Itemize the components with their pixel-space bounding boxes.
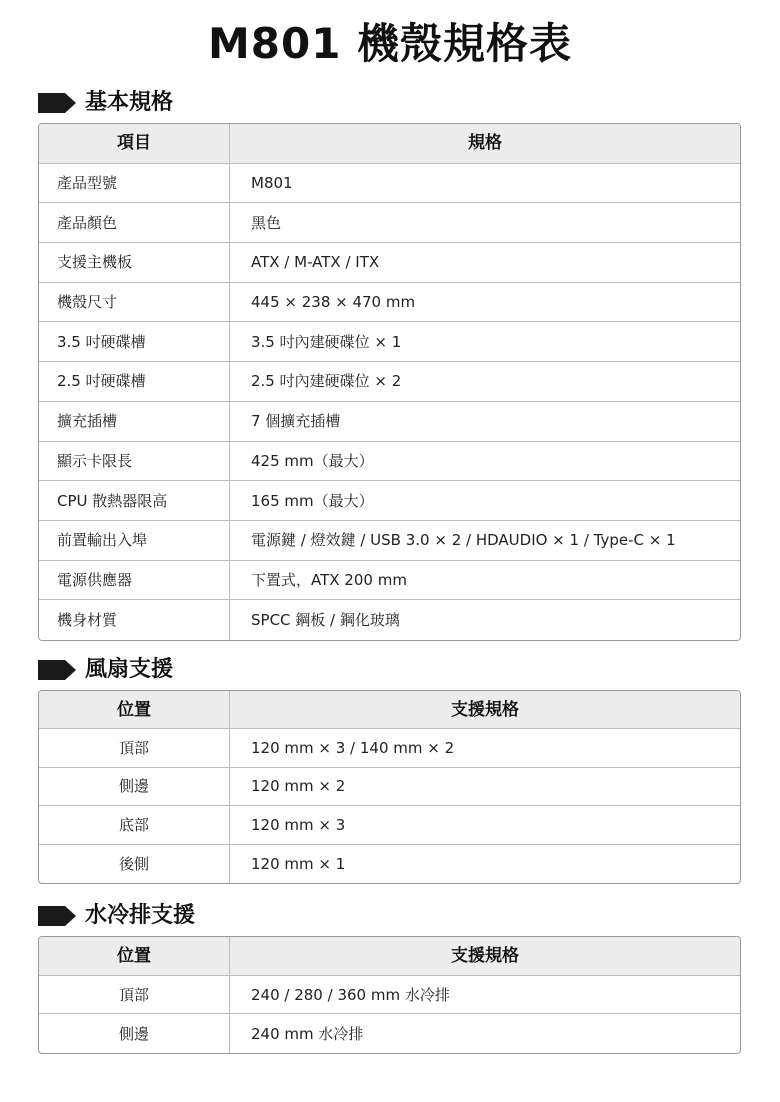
column-header: 項目 — [39, 124, 230, 164]
table-row — [39, 164, 740, 204]
row-label: 後側 — [39, 845, 230, 883]
table-row — [39, 481, 740, 521]
row-value: 240 mm 水冷排 — [251, 1024, 364, 1043]
row-label: 3.5 吋硬碟槽 — [39, 322, 230, 362]
table-row — [39, 322, 740, 362]
row-value: 120 mm × 3 / 140 mm × 2 — [230, 729, 740, 767]
page-title: M801 機殼規格表 — [207, 19, 573, 68]
row-label: 電源供應器 — [39, 561, 230, 601]
table-row — [39, 283, 740, 323]
table-header-row — [39, 124, 740, 164]
row-value: 120 mm × 2 — [230, 768, 740, 806]
row-label: 機殼尺寸 — [39, 283, 230, 323]
table-row — [39, 845, 740, 883]
arrow-marker-icon — [38, 660, 76, 680]
row-label: 產品顏色 — [39, 203, 230, 243]
table-row — [39, 243, 740, 283]
row-label: 擴充插槽 — [39, 402, 230, 442]
row-value: ATX / M-ATX / ITX — [230, 243, 740, 283]
table-row — [39, 561, 740, 601]
fan-support-table — [38, 690, 741, 884]
row-label: 支援主機板 — [39, 243, 230, 283]
section-heading-label: 風扇支援 — [85, 657, 174, 682]
column-header: 規格 — [230, 124, 740, 164]
row-value: 7 個擴充插槽 — [230, 402, 740, 442]
row-label: 機身材質 — [39, 600, 230, 640]
column-header: 支援規格 — [230, 691, 740, 729]
table-row — [39, 600, 740, 640]
row-label: 頂部 — [39, 729, 230, 767]
row-label: 前置輸出入埠 — [39, 521, 230, 561]
row-value: 165 mm（最大） — [230, 481, 740, 521]
table-header-row — [39, 691, 740, 729]
radiator-support-table — [38, 936, 741, 1054]
row-label: 顯示卡限長 — [39, 442, 230, 482]
row-label: 頂部 — [39, 976, 230, 1015]
row-value: 黑色 — [230, 203, 740, 243]
arrow-marker-icon — [38, 93, 76, 113]
row-value: M801 — [230, 164, 740, 204]
table-header-row — [39, 937, 740, 976]
section-heading-label: 水冷排支援 — [85, 903, 196, 928]
table-row — [39, 1014, 740, 1053]
row-label: 產品型號 — [39, 164, 230, 204]
basic-spec-table — [38, 123, 741, 641]
row-label: 底部 — [39, 806, 230, 844]
arrow-marker-icon — [38, 906, 76, 926]
row-value: 120 mm × 1 — [251, 854, 346, 873]
row-value: 2.5 吋內建硬碟位 × 2 — [230, 362, 740, 402]
table-row — [39, 806, 740, 844]
column-header: 位置 — [39, 937, 230, 976]
section-heading-basic — [38, 88, 173, 118]
row-value: 445 × 238 × 470 mm — [230, 283, 740, 323]
table-row — [39, 729, 740, 767]
row-value: 下置式，ATX 200 mm — [230, 561, 740, 601]
row-label: 側邊 — [39, 768, 230, 806]
row-label: CPU 散熱器限高 — [39, 481, 230, 521]
row-label: 側邊 — [39, 1014, 230, 1053]
section-heading-fan — [38, 655, 173, 685]
table-row — [39, 521, 740, 561]
row-value: SPCC 鋼板 / 鋼化玻璃 — [251, 611, 400, 630]
section-heading-radiator — [38, 901, 195, 931]
row-value: 120 mm × 3 — [230, 806, 740, 844]
column-header: 位置 — [39, 691, 230, 729]
table-row — [39, 402, 740, 442]
table-row — [39, 442, 740, 482]
row-label: 2.5 吋硬碟槽 — [39, 362, 230, 402]
row-value: 電源鍵 / 燈效鍵 / USB 3.0 × 2 / HDAUDIO × 1 / Type-C × 1 — [230, 521, 740, 561]
table-row — [39, 976, 740, 1015]
table-row — [39, 362, 740, 402]
section-heading-label: 基本規格 — [85, 90, 174, 115]
row-value: 240 / 280 / 360 mm 水冷排 — [230, 976, 740, 1015]
row-value: 3.5 吋內建硬碟位 × 1 — [230, 322, 740, 362]
table-row — [39, 203, 740, 243]
row-value: 425 mm（最大） — [230, 442, 740, 482]
table-row — [39, 768, 740, 806]
column-header: 支援規格 — [230, 937, 740, 976]
